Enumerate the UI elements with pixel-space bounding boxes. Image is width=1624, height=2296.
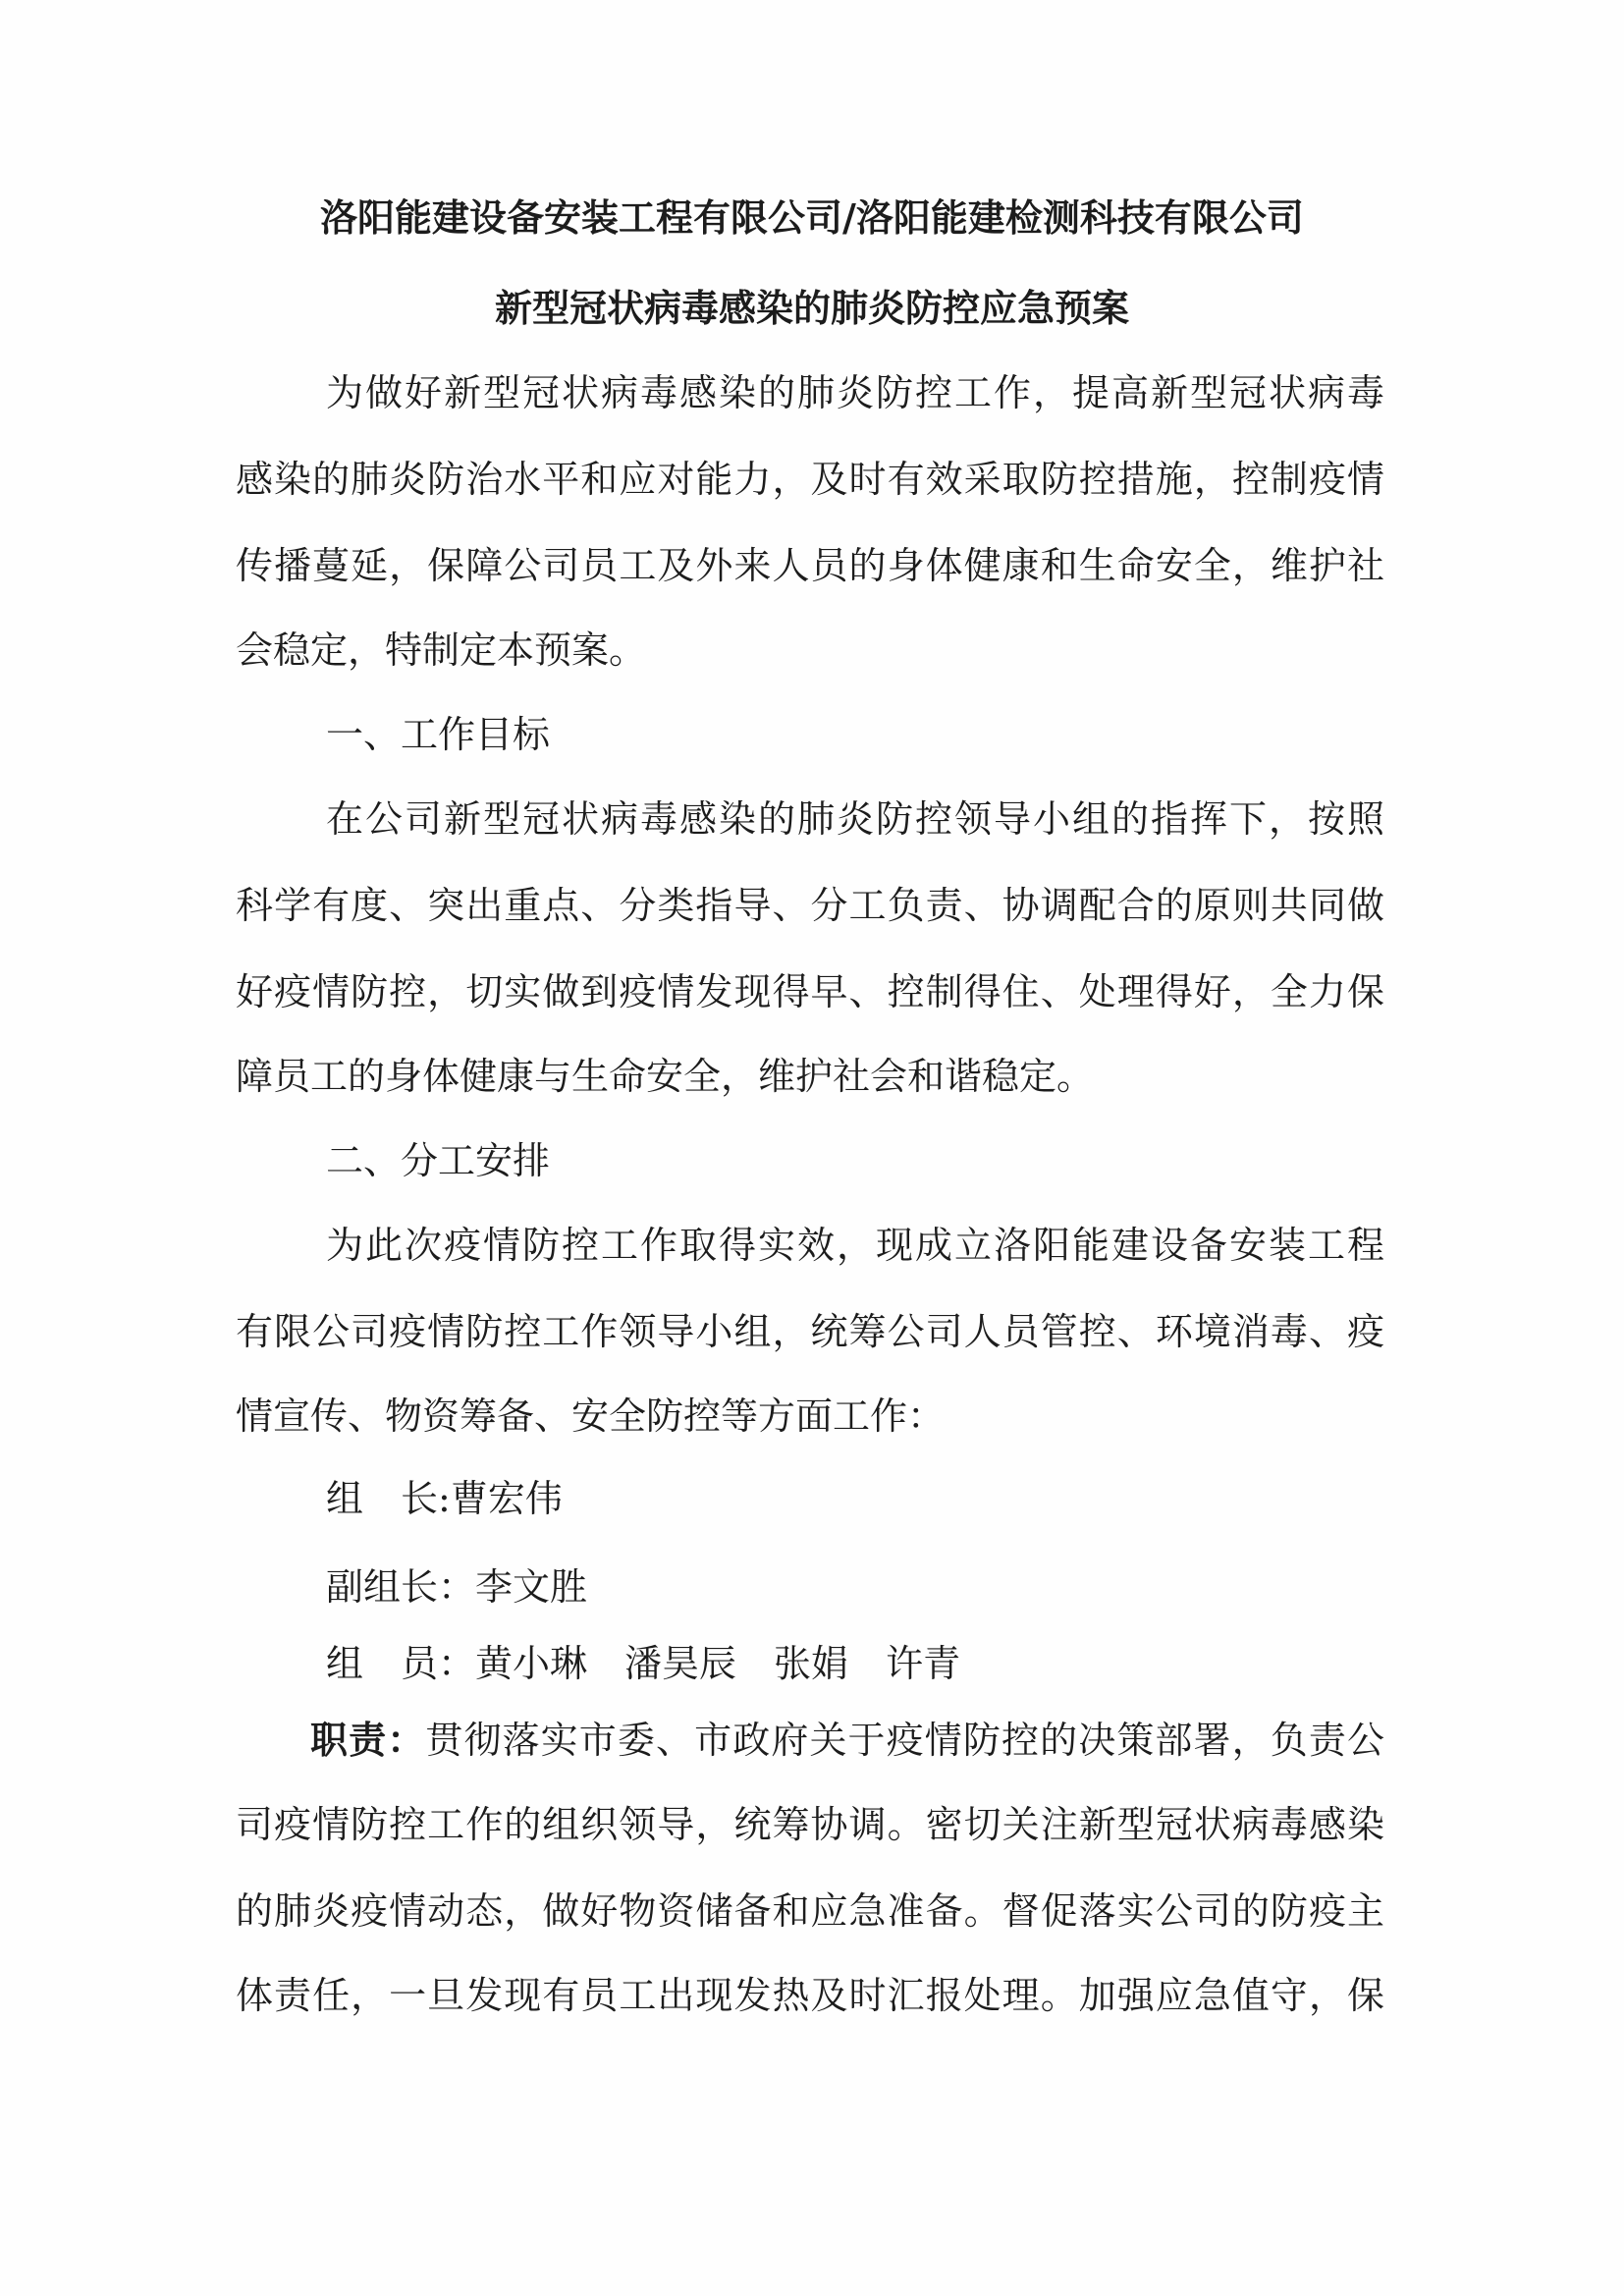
group-members-label: 组 员： [326, 1642, 476, 1685]
document-title-line-1: 洛阳能建设备安装工程有限公司/洛阳能建检测科技有限公司 [320, 196, 1304, 240]
section-1-heading: 一、工作目标 [326, 713, 551, 756]
group-leader-row [326, 1473, 1475, 1524]
section-1-line: 科学有度、突出重点、分类指导、分工负责、协调配合的原则共同做 [236, 884, 1384, 927]
group-member: 黄小琳 [475, 1642, 588, 1685]
intro-line: 传播蔓延，保障公司员工及外来人员的身体健康和生命安全，维护社 [236, 544, 1384, 587]
duty-line: 的肺炎疫情动态，做好物资储备和应急准备。督促落实公司的防疫主 [236, 1889, 1384, 1933]
section-1-line: 障员工的身体健康与生命安全，维护社会和谐稳定。 [236, 1055, 1095, 1098]
deputy-leader-name: 李文胜 [475, 1565, 588, 1609]
section-2-heading: 二、分工安排 [326, 1139, 551, 1182]
section-2-line: 有限公司疫情防控工作领导小组，统筹公司人员管控、环境消毒、疫 [236, 1310, 1384, 1353]
intro-line: 为做好新型冠状病毒感染的肺炎防控工作，提高新型冠状病毒 [326, 371, 1384, 414]
section-2-line: 情宣传、物资筹备、安全防控等方面工作： [236, 1394, 946, 1438]
group-member: 张娟 [774, 1642, 849, 1685]
section-1-line: 在公司新型冠状病毒感染的肺炎防控领导小组的指挥下，按照 [326, 797, 1384, 841]
intro-line: 会稳定，特制定本预案。 [236, 629, 647, 672]
deputy-leader-label: 副组长： [326, 1565, 476, 1609]
section-1-line: 好疫情防控，切实做到疫情发现得早、控制得住、处理得好，全力保 [236, 970, 1384, 1013]
duty-first-line [310, 1715, 1384, 1766]
duty-label: 职责： [310, 1719, 426, 1762]
section-2-line: 为此次疫情防控工作取得实效，现成立洛阳能建设备安装工程 [326, 1224, 1384, 1267]
duty-line: 体责任，一旦发现有员工出现发热及时汇报处理。加强应急值守，保 [236, 1974, 1384, 2017]
document-title-line-2: 新型冠状病毒感染的肺炎防控应急预案 [494, 287, 1129, 330]
duty-text: 贯彻落实市委、市政府关于疫情防控的决策部署，负责公 [425, 1719, 1384, 1762]
deputy-leader-row [326, 1561, 1475, 1613]
group-leader-label: 组 长: [326, 1477, 451, 1520]
duty-line: 司疫情防控工作的组织领导，统筹协调。密切关注新型冠状病毒感染 [236, 1803, 1384, 1846]
intro-line: 感染的肺炎防治水平和应对能力，及时有效采取防控措施，控制疫情 [236, 458, 1384, 501]
group-leader-name: 曹宏伟 [450, 1477, 563, 1520]
group-member: 许青 [886, 1642, 961, 1685]
group-member: 潘昊辰 [624, 1642, 737, 1685]
group-members-row [326, 1638, 1475, 1689]
